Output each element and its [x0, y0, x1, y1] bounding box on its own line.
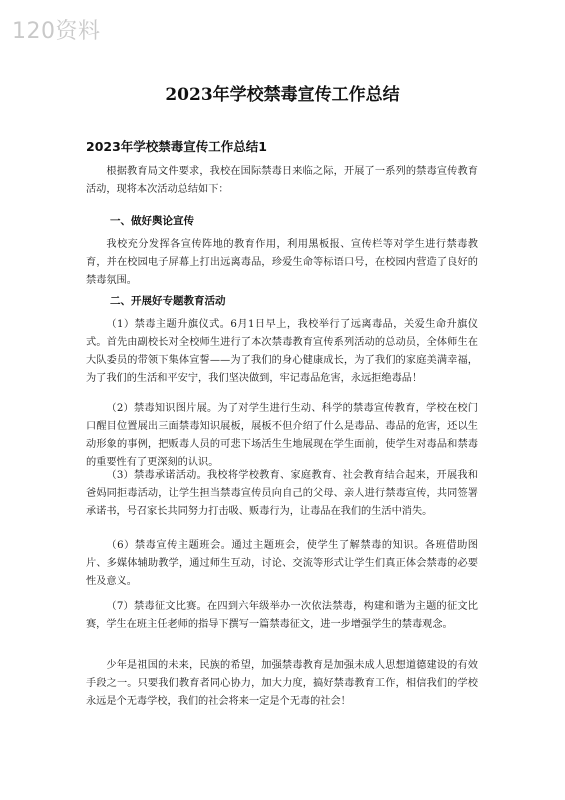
section-title: 2023年学校禁毒宣传工作总结1	[86, 139, 267, 154]
paragraph-item-2: （2）禁毒知识图片展。为了对学生进行生动、科学的禁毒宣传教育，学校在校门口醒目位置展出三面禁毒知识展板，展板不但介绍了什么是毒品、毒品的危害，还以生动形象的事例，把贩毒人员的可悲下场活生生地展现在学生面前，使学生对毒品和禁毒的重要性有了更深刻的认识。	[86, 403, 478, 468]
heading-publicity: 一、做好舆论宣传	[110, 215, 194, 227]
paragraph-item-7: （7）禁毒征文比赛。在四到六年级举办一次依法禁毒，构建和谐为主题的征文比赛，学生在班主任老师的指导下撰写一篇禁毒征文，进一步增强学生的禁毒观念。	[86, 601, 478, 630]
document-title: 2023年学校禁毒宣传工作总结	[165, 85, 400, 105]
paragraph-item-6: （6）禁毒宣传主题班会。通过主题班会，使学生了解禁毒的知识。各班借助图片、多媒体辅助教学，通过师生互动，讨论、交流等形式让学生们真正体会禁毒的必要性及意义。	[86, 540, 478, 587]
closing-paragraph: 少年是祖国的未来，民族的希望，加强禁毒教育是加强未成人思想道德建设的有效手段之一。只要我们教育者同心协力，加大力度，搞好禁毒教育工作，相信我们的学校永远是个无毒学校，我们的社会将来一定是个无毒的社会！	[86, 660, 478, 707]
paragraph-item-3: （3）禁毒承诺活动。我校将学校教育、家庭教育、社会教育结合起来，开展我和爸妈同拒毒活动，让学生担当禁毒宣传员向自己的父母、亲人进行禁毒宣传，共同签署承诺书，号召家长共同努力打击吸、贩毒行为，让毒品在我们的生活中消失。	[86, 470, 478, 517]
paragraph-item-1: （1）禁毒主题升旗仪式。6月1日早上，我校举行了远离毒品，关爱生命升旗仪式。首先由副校长对全校师生进行了本次禁毒教育宣传系列活动的总动员，全体师生在大队委员的带领下集体宣誓——为了我们的身心健康成长，为了我们的家庭美满幸福，为了我们的生活和平安宁，我们坚决做到，牢记毒品危害，永远拒绝毒品！	[86, 319, 478, 384]
heading-special-education: 二、开展好专题教育活动	[110, 295, 226, 307]
intro-paragraph: 根据教育局文件要求，我校在国际禁毒日来临之际，开展了一系列的禁毒宣传教育活动，现将本次活动总结如下：	[86, 166, 478, 195]
watermark: 120资料	[12, 19, 101, 44]
paragraph-publicity: 我校充分发挥各宣传阵地的教育作用，利用黑板报、宣传栏等对学生进行禁毒教育，并在校园电子屏幕上打出远离毒品，珍爱生命等标语口号，在校园内营造了良好的禁毒氛围。	[86, 239, 478, 286]
